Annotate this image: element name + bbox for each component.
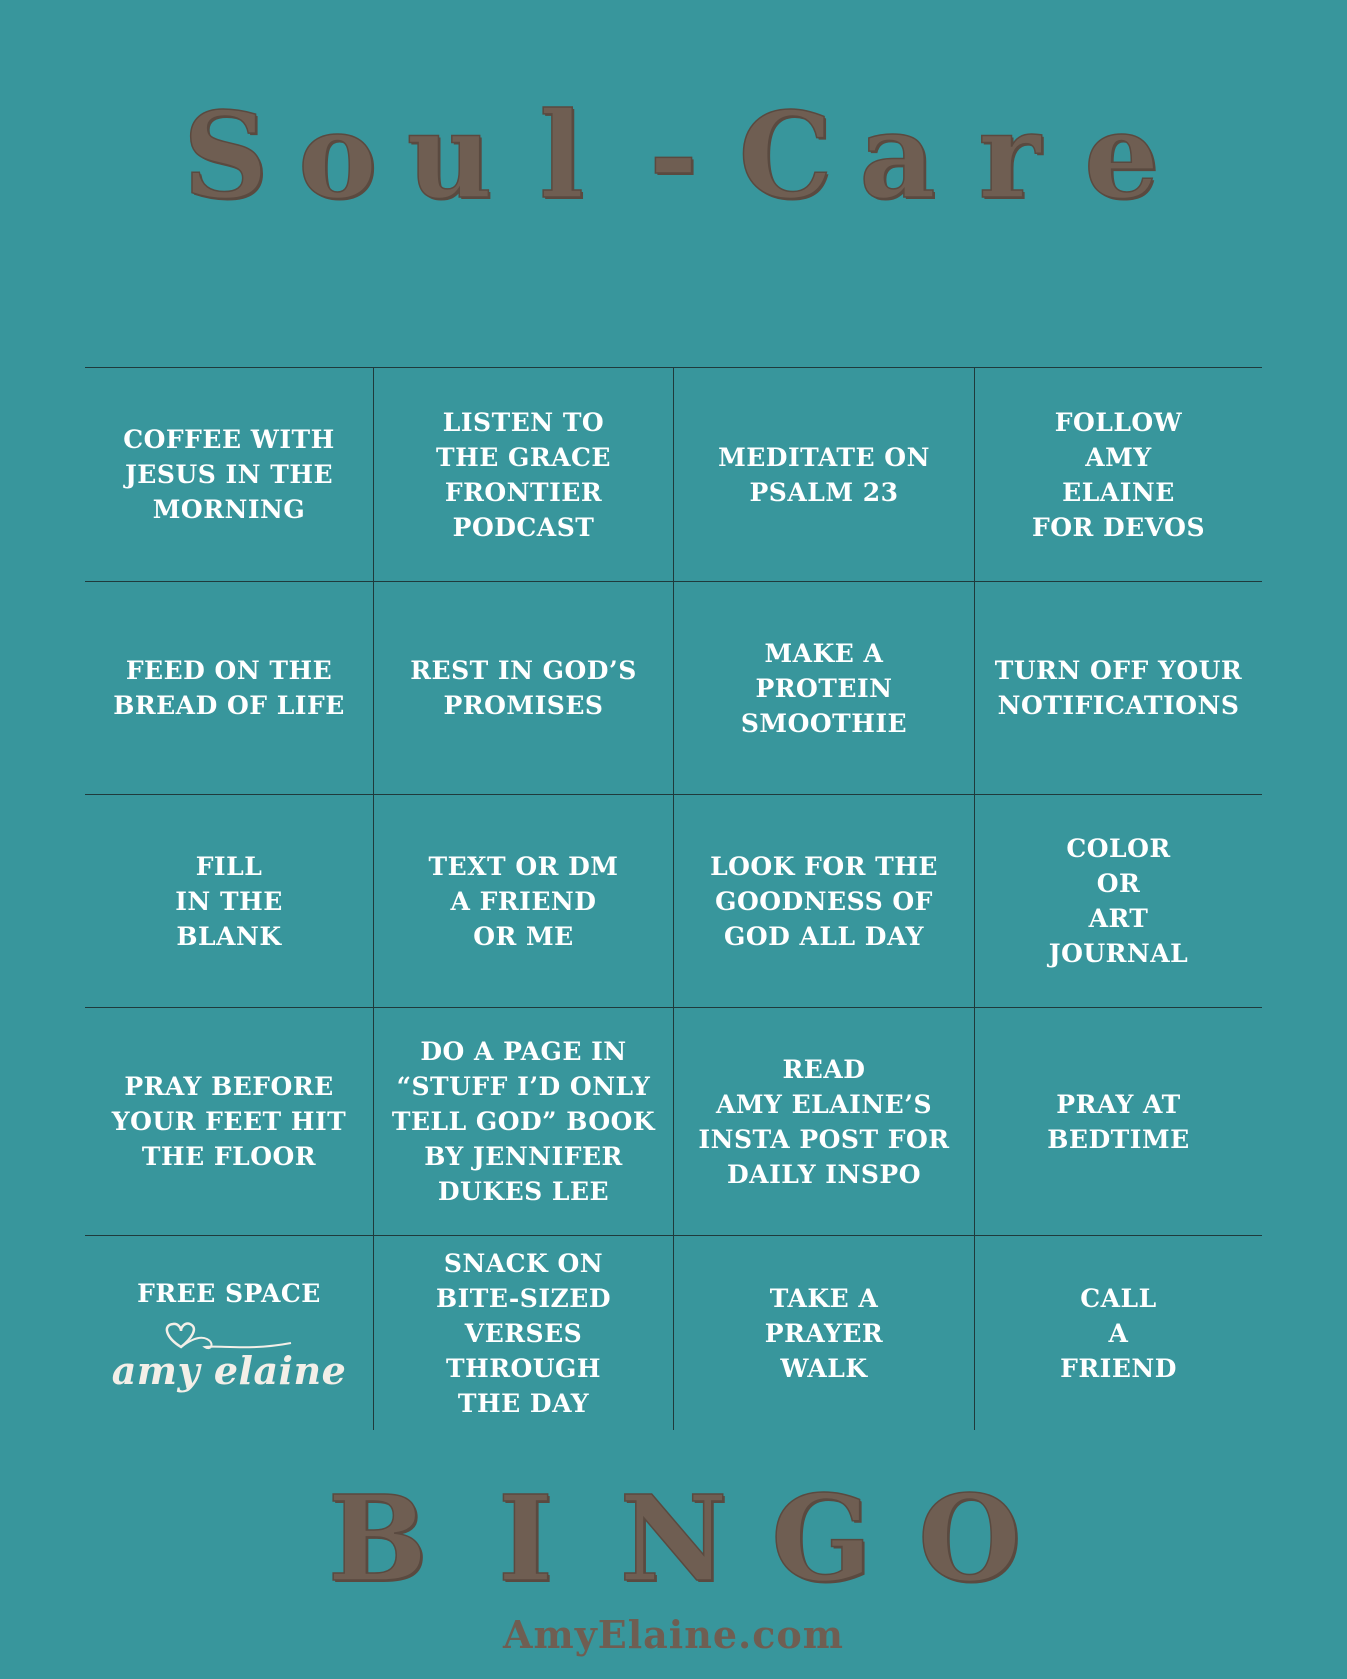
title-letter: a	[859, 85, 936, 225]
title-bingo	[0, 1468, 1347, 1608]
bingo-grid	[85, 367, 1262, 1430]
cell-text: LISTEN TO THE GRACE FRONTIER PODCAST	[436, 407, 611, 542]
bingo-cell	[974, 581, 1262, 794]
cell-text: SNACK ON BITE-SIZED VERSES THROUGH THE DAY	[435, 1248, 612, 1418]
cell-text: LOOK FOR THE GOODNESS OF GOD ALL DAY	[710, 851, 938, 951]
cell-text: REST IN GOD’S PROMISES	[410, 656, 637, 720]
amy-elaine-logo	[112, 1317, 347, 1391]
bingo-cell	[673, 367, 974, 581]
bingo-cell	[373, 1007, 673, 1235]
cell-text: CALL A FRIEND	[1060, 1283, 1177, 1383]
cell-text: TURN OFF YOUR NOTIFICATIONS	[994, 656, 1243, 720]
title-letter: -	[649, 85, 698, 225]
cell-text: MEDITATE ON PSALM 23	[718, 442, 930, 507]
title-letter: C	[738, 85, 833, 225]
bingo-cell	[673, 1235, 974, 1430]
free-space-cell	[85, 1235, 373, 1430]
title-letter: e	[1083, 85, 1160, 225]
bingo-cell	[85, 794, 373, 1007]
bingo-cell	[974, 794, 1262, 1007]
title-letter: r	[978, 85, 1041, 225]
bingo-letter: O	[918, 1468, 1021, 1608]
bingo-cell	[85, 1007, 373, 1235]
bingo-cell	[373, 1235, 673, 1430]
bingo-cell	[373, 794, 673, 1007]
cell-text: TEXT OR DM A FRIEND OR ME	[428, 851, 619, 951]
bingo-cell	[373, 581, 673, 794]
cell-text: MAKE A PROTEIN SMOOTHIE	[740, 638, 908, 738]
cell-text: DO A PAGE IN “STUFF I’D ONLY TELL GOD” BOOK BY JENNIFER DUKES LEE	[391, 1037, 656, 1206]
bingo-cell	[673, 794, 974, 1007]
cell-text: PRAY AT BEDTIME	[1047, 1089, 1190, 1154]
bingo-cell	[974, 1007, 1262, 1235]
bingo-cell	[85, 367, 373, 581]
bingo-letter: B	[327, 1468, 428, 1608]
bingo-cell	[673, 1007, 974, 1235]
free-space-label: FREE SPACE	[137, 1278, 321, 1308]
cell-text: TAKE A PRAYER WALK	[764, 1283, 884, 1383]
bingo-cell	[974, 1235, 1262, 1430]
cell-text: COLOR OR ART JOURNAL	[1048, 834, 1189, 968]
cell-text: COFFEE WITH JESUS IN THE MORNING	[123, 425, 335, 524]
bingo-letter: G	[771, 1468, 872, 1608]
bingo-cell	[85, 581, 373, 794]
title-soul-care	[0, 80, 1347, 230]
logo-script-text: amy elaine	[111, 1347, 347, 1393]
title-letter: S	[182, 85, 269, 225]
bingo-cell	[673, 581, 974, 794]
cell-text: READ AMY ELAINE’S INSTA POST FOR DAILY INSPO	[698, 1054, 950, 1189]
title-letter: u	[406, 85, 493, 225]
bingo-letter: I	[497, 1468, 554, 1608]
bingo-letter: N	[619, 1468, 728, 1608]
website-link[interactable]: AmyElaine.com	[503, 1612, 844, 1657]
cell-text: PRAY BEFORE YOUR FEET HIT THE FLOOR	[111, 1072, 347, 1171]
title-letter: o	[298, 85, 377, 225]
cell-text: FOLLOW AMY ELAINE FOR DEVOS	[1031, 407, 1206, 542]
cell-text: FILL IN THE BLANK	[175, 851, 283, 951]
cell-text: FEED ON THE BREAD OF LIFE	[113, 656, 345, 720]
bingo-cell	[974, 367, 1262, 581]
bingo-cell	[373, 367, 673, 581]
title-letter: l	[539, 85, 584, 225]
